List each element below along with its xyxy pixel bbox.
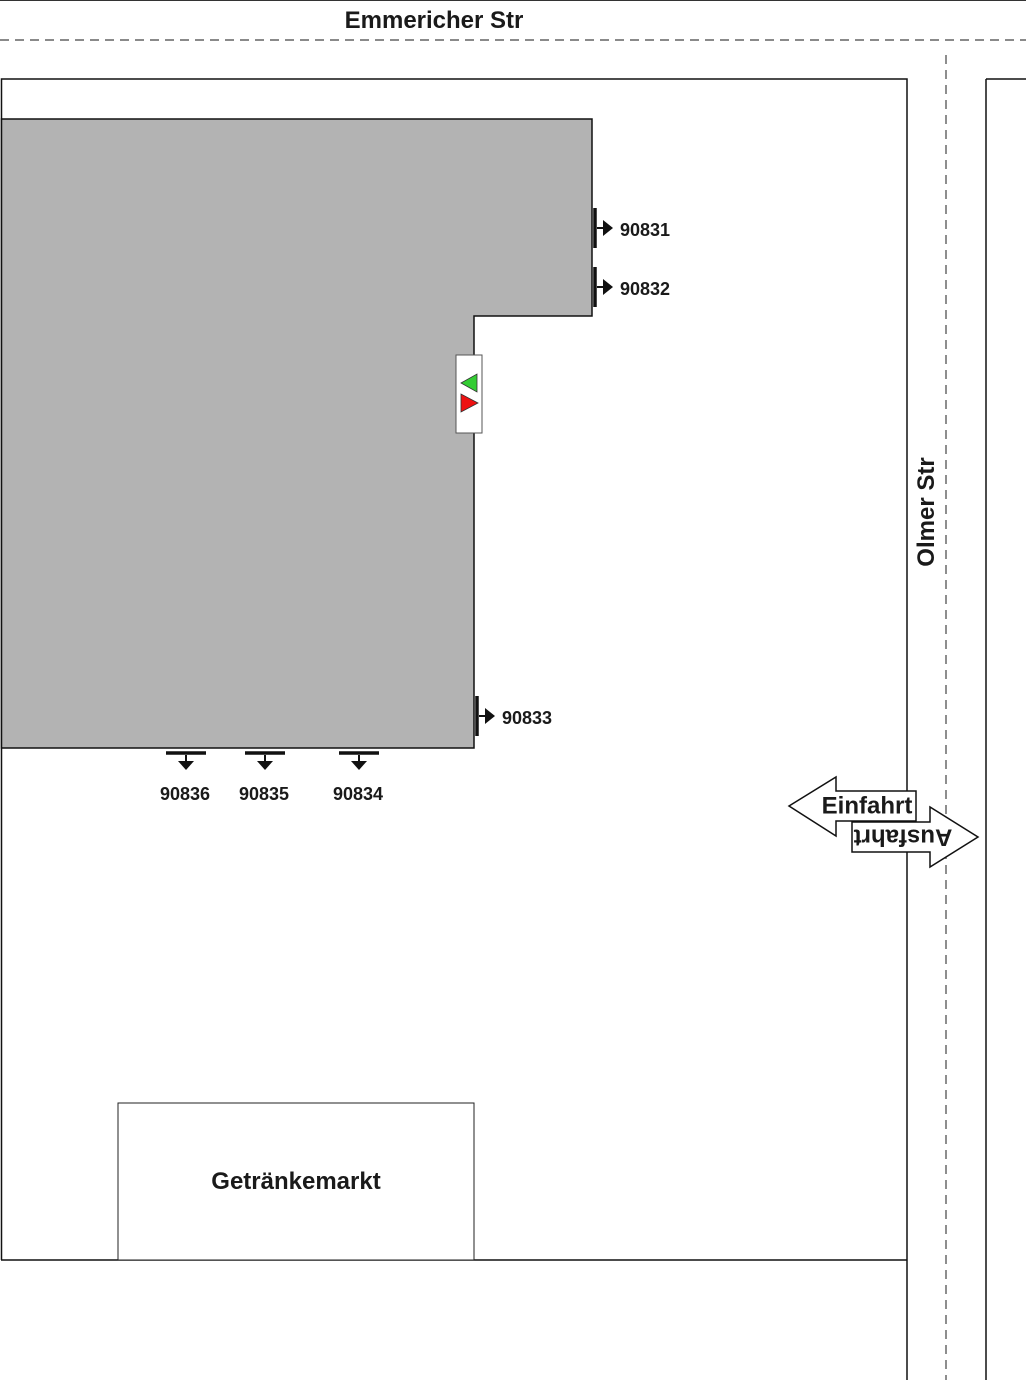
arrow-right-icon <box>603 220 613 236</box>
street-name-emmericher: Emmericher Str <box>344 7 524 34</box>
arrow-down-icon <box>257 761 273 770</box>
door-90832 <box>595 267 670 307</box>
arrow-down-icon <box>351 761 367 770</box>
entry-label: Einfahrt <box>821 792 913 820</box>
door-90831 <box>595 208 670 248</box>
door-number: 90832 <box>620 279 671 299</box>
arrow-right-icon <box>485 708 495 724</box>
traffic-light <box>456 355 482 433</box>
beverage-store-label: Getränkemarkt <box>211 1168 381 1195</box>
door-number: 90836 <box>159 784 211 804</box>
door-number: 90833 <box>502 708 553 728</box>
door-number: 90831 <box>620 220 671 240</box>
arrow-right-icon <box>603 279 613 295</box>
door-90835 <box>239 753 289 804</box>
door-number: 90834 <box>332 784 384 804</box>
street-name-olmer: Olmer Str <box>913 457 940 567</box>
door-number: 90835 <box>238 784 290 804</box>
arrow-down-icon <box>178 761 194 770</box>
door-90833 <box>477 696 552 736</box>
door-90836 <box>160 753 210 804</box>
exit-label: Ausfahrt <box>853 823 953 851</box>
door-90834 <box>333 753 383 804</box>
main-building <box>2 119 593 748</box>
traffic-light-housing <box>456 355 482 433</box>
